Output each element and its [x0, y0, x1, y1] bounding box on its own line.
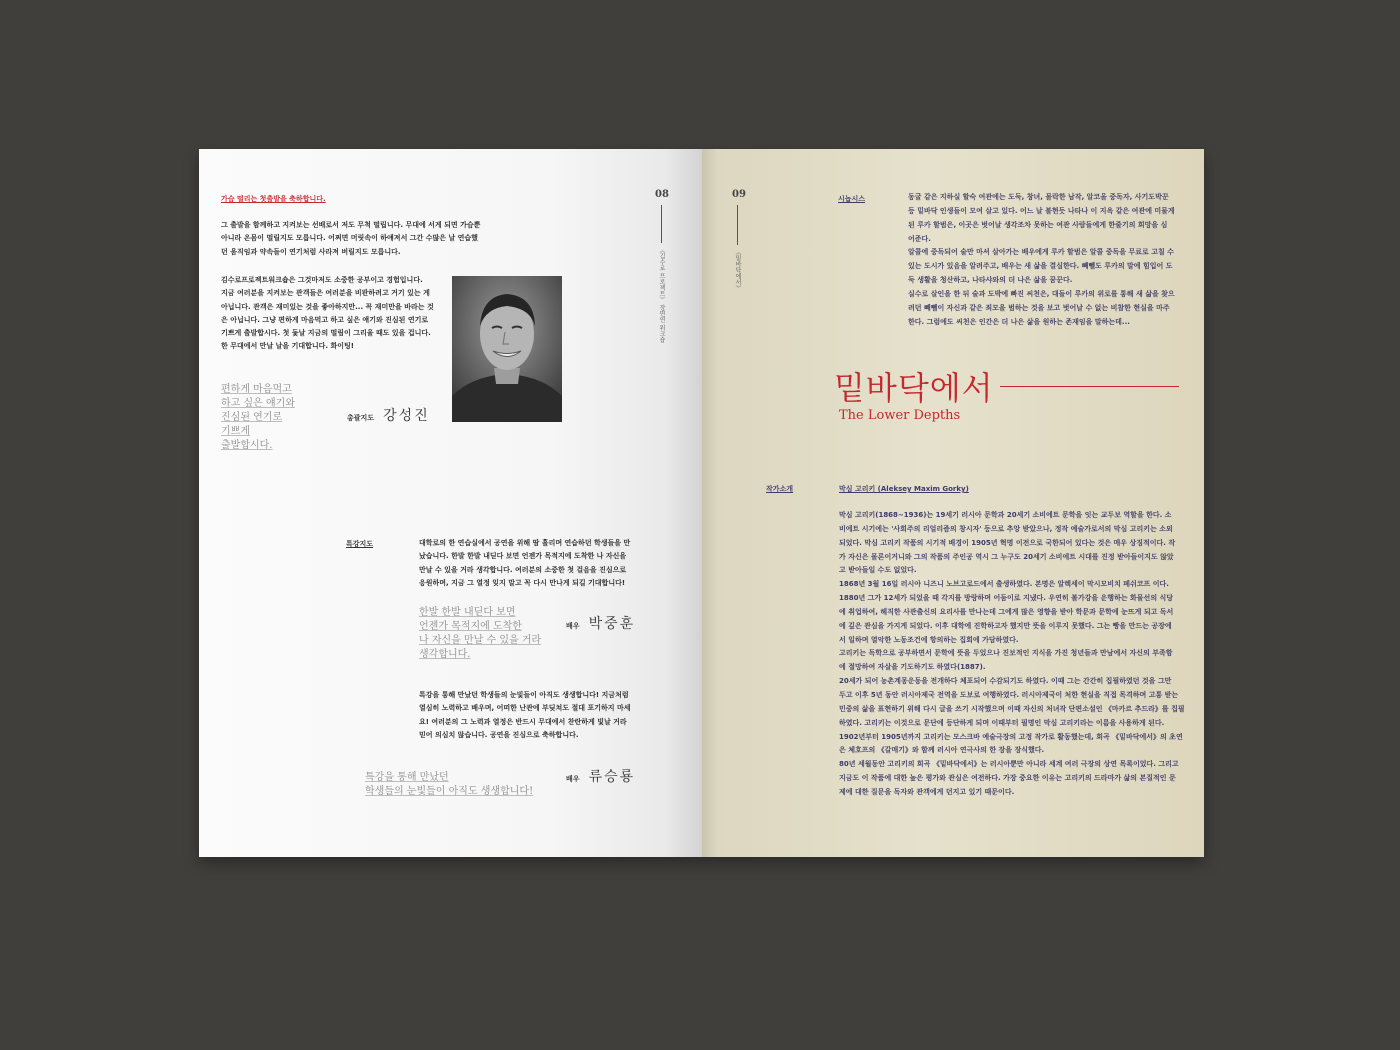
role-label: 총괄지도 [347, 414, 375, 422]
text-line: 막심 고리키(1868~1936)는 19세기 러시아 문학과 20세기 소비에트 문학을 잇는 교두보 역할을 한다. 소 [839, 511, 1172, 519]
text-line: 등 밑바닥 인생들이 모여 살고 있다. 어느 날 불현듯 나타나 이 지옥 같은 여관에 미물게 [908, 206, 1175, 215]
text-line: 김수로프로젝트워크숍은 그것마저도 소중한 공부이고 경험입니다. [221, 276, 423, 284]
right-page [702, 149, 1204, 857]
text-line: 지금도 이 작품에 대한 높은 평가와 관심은 여전하다. 가장 중요한 이유는 고리키의 드라마가 삶의 본질적인 문 [839, 774, 1176, 783]
author-biography [839, 509, 1195, 800]
text-line: 에 깊은 관심을 가지게 되었다. 이후 대학에 진학하고자 했지만 뜻을 이루지 못했다. 그는 빵을 만드는 공장에 [839, 621, 1172, 630]
text-line: 지금 여러분을 지켜보는 관객들은 여러분을 비판하려고 거기 있는 게 [221, 289, 430, 298]
left-page-number: 08 [655, 189, 669, 200]
special-lecture-paragraph [419, 537, 649, 590]
person-name: 류승룡 [588, 769, 636, 785]
quote-line: 생각합니다. [419, 649, 471, 660]
left-page [199, 149, 702, 857]
text-line: 났습니다. 한발 한발 내딛다 보면 언젠가 목적지에 도착한 나 자신을 [419, 552, 627, 561]
role-label: 배우 [566, 622, 580, 630]
right-page-number: 09 [732, 189, 746, 200]
quote-kang [221, 383, 295, 453]
text-line: 제에 대한 질문을 독자와 관객에게 던지고 있기 때문이다. [839, 787, 1015, 796]
third-paragraph [419, 689, 649, 742]
text-line: 고리키는 독학으로 공부하면서 문학에 뜻을 두었으나 진보적인 지식을 가진 청년들과 만남에서 자신의 부족함 [839, 649, 1173, 658]
quote-line: 나 자신을 만날 수 있을 거라 [419, 635, 542, 646]
author-intro-label: 작가소개 [766, 485, 794, 493]
text-line: 열심히 노력하고 배우며, 어떠한 난관에 부딪쳐도 절대 포기하지 마세 [419, 704, 631, 713]
play-title-english: The Lower Depths [839, 408, 961, 423]
intro-paragraph [221, 219, 521, 259]
text-line: 1902년부터 1905년까지 고리키는 모스크바 예술극장의 고정 작가로 활동했는데, 희곡 《밑바닥에서》의 초연 [839, 732, 1183, 741]
text-line: 고 받아들일 수도 없었다. [839, 566, 917, 575]
title-rule [1000, 386, 1179, 387]
text-line: 하였다. 고리키는 이것으로 문단에 등단하게 되며 이때부터 필명인 막심 고리키라는 이름을 사용하게 된다. [839, 718, 1165, 727]
signature-ryu [566, 766, 635, 786]
text-line: 특강을 통해 만났던 학생들의 눈빛들이 아직도 생생합니다! 지금처럼 [419, 691, 629, 699]
text-line: 요! 여러분의 그 노력과 열정은 반드시 무대에서 찬란하게 빛날 거라 [419, 717, 627, 726]
play-title-korean: 밑바닥에서 [834, 369, 994, 407]
synopsis-label: 시놉시스 [838, 195, 866, 203]
text-line: 실수로 살인을 한 뒤 술과 도박에 빠진 씨천은, 대들이 루카의 위로를 통해 새 삶을 찾으 [908, 289, 1175, 298]
synopsis-paragraph [908, 191, 1188, 329]
text-line: 두고 이후 5년 동안 러시아제국 전역을 도보로 여행하였다. 러시아제국이 처한 현실을 직접 목격하며 고통 받는 [839, 690, 1179, 699]
quote-line: 언젠가 목적지에 도착한 [419, 621, 522, 632]
person-name: 강성진 [383, 408, 430, 424]
portrait-illustration [452, 276, 562, 422]
quote-line: 하고 싶은 얘기와 [221, 398, 295, 409]
text-line: 에 절망하여 자살을 기도하기도 하였다(1887). [839, 663, 986, 672]
text-line: 20세가 되어 농촌계몽운동을 전개하다 체포되어 수감되기도 하였다. 이때 그는 간간히 집필하였던 것을 그만 [839, 677, 1172, 686]
text-line: 려던 빼뻴이 자신과 같은 죄모을 범하는 것을 보고 벗어날 수 없는 비참한 현실을 마주 [908, 303, 1170, 312]
signature-kang [347, 405, 430, 425]
text-line: 에 취업하여, 헤직한 사관출신의 요리사를 만나는데 그에게 많은 영향을 받아 학문과 문학에 눈뜨게 되고 독서 [839, 607, 1174, 616]
special-lecture-label: 특강지도 [346, 540, 374, 548]
text-line: 은 체호프의 《갈매기》와 함께 러시아 연극사의 한 장을 장식했다. [839, 746, 1045, 755]
text-line: 믿어 의심치 않습니다. 공연을 진심으로 축하합니다. [419, 730, 579, 739]
text-line: 서 일하며 열악한 노동조건에 항의하는 집회에 가담하였다. [839, 635, 1019, 644]
text-line: 되었다. 막심 고리키 작품의 시기적 배경이 1905년 혁명 이전으로 국한되어 있다는 것은 매우 상징적이다. 작 [839, 538, 1176, 547]
text-line: 응원하며, 지금 그 열정 잊지 말고 꼭 다시 만나게 되길 기대합니다! [419, 578, 626, 587]
quote-line: 편하게 마음먹고 [221, 384, 292, 395]
text-line: 은 아닙니다. 그냥 편하게 마음먹고 하고 싶은 얘기와 진심된 연기로 [221, 315, 429, 324]
person-name: 박중훈 [588, 616, 636, 632]
quote-park [419, 606, 541, 662]
quote-line: 특강을 통해 만났던 [365, 772, 449, 783]
text-line: 대학로의 한 연습실에서 공연을 위해 땀 흘리며 연습하던 학생들을 만 [419, 539, 631, 547]
portrait-photo [452, 276, 562, 422]
text-line: 알콜에 중독되어 술만 마셔 살아가는 배우에게 루카 할범은 알콜 중독을 무료로 고칠 수 [908, 248, 1174, 257]
text-line: 기쁘게 출발합시다. 첫 돛날 지금의 떨림이 그리울 때도 있을 겁니다. [221, 329, 431, 338]
quote-line: 기쁘게 [221, 426, 250, 437]
text-line: 80년 세월동안 고리키의 희곡 《밑바닥에서》는 러시아뿐만 아니라 세계 여러 극장의 상연 목록이었다. 그리고 [839, 760, 1179, 769]
text-line: 있는 도시가 있음을 알려주고, 배우는 새 삶을 결심한다. 빼뻴도 루카의 말에 힘입어 도 [908, 262, 1173, 271]
author-name: 막심 고리키 (Aleksey Maxim Gorky) [839, 485, 969, 493]
text-line: 된 루카 할범은, 이곳은 벗어날 생각조차 못하는 여관 사람들에게 한줄기의 희망을 심 [908, 220, 1168, 229]
text-line: 1868년 3월 16일 러시아 니즈니 노브고로드에서 출생하였다. 본명은 알렉세이 막시모비치 페쉬코프 이다. [839, 580, 1169, 589]
left-heading: 가슴 떨리는 첫출발을 축하합니다. [221, 195, 326, 203]
second-paragraph [221, 274, 446, 354]
quote-line: 출발합시다. [221, 440, 273, 451]
text-line: 그 출발을 함께하고 지켜보는 선배로서 저도 무척 떨립니다. 무대에 서게 되면 가슴뿐 [221, 221, 481, 229]
quote-ryu [365, 771, 533, 799]
text-line: 동굴 같은 지하실 할숙 여관에는 도둑, 창녀, 몰락한 남작, 알코올 중독자, 사기도박꾼 [908, 193, 1169, 201]
text-line: 아닙니다. 관객은 재미있는 것을 좋아하지만... 꼭 재미만을 바라는 것 [221, 302, 434, 311]
left-page-rule [661, 205, 662, 243]
text-line: 비에트 시기에는 '사회주의 리얼리즘의 창시자' 등으로 추앙 받았으나, 정작 예술가로서의 막심 고리키는 소외 [839, 524, 1173, 533]
text-line: 한 무대에서 만날 날을 기대합니다. 화이팅! [221, 342, 354, 351]
quote-line: 한발 한발 내딛다 보면 [419, 607, 516, 618]
text-line: 1880년 그가 12세가 되었을 때 각지를 방랑하며 어둠이로 지냈다. 우연히 볼가강을 운행하는 화물선의 식당 [839, 594, 1174, 603]
right-vertical-caption: 《밑바닥에서》 [734, 249, 741, 291]
signature-park [566, 613, 635, 633]
text-line: 가 자신은 몰론이거니와 그의 작품의 주인공 역시 그 누구도 20세기 소비에트 시대를 진정 받아들이지도 않았 [839, 552, 1174, 561]
quote-line: 진심된 연기로 [221, 412, 283, 423]
text-line: 만날 수 있을 거라 생각합니다. 여러분의 소중한 첫 걸음을 진심으로 [419, 565, 627, 574]
role-label: 배우 [566, 775, 580, 783]
text-line: 아니라 온몸이 떨릴지도 모릅니다. 어쩌면 머릿속이 하얘져서 그간 수많은 날 연습했 [221, 234, 478, 243]
text-line: 한다. 그럼에도 씨천은 인간은 더 나은 삶을 원하는 존재임을 말하는데... [908, 317, 1130, 326]
text-line: 어준다. [908, 234, 931, 243]
right-page-rule [737, 205, 738, 245]
open-booklet [199, 149, 1204, 857]
left-vertical-caption: 《김수로 프로젝트》 장면연 워크숍 [658, 247, 665, 343]
text-line: 던 움직임과 약속들이 연기처럼 사라져 버릴지도 모릅니다. [221, 247, 401, 256]
quote-line: 학생들의 눈빛들이 아직도 생생합니다! [365, 786, 534, 797]
text-line: 둑 생활을 청산하고, 나타샤와의 더 나은 삶을 꿈꾼다. [908, 276, 1073, 285]
text-line: 민중의 삶을 표현하기 위해 다시 글을 쓰기 시작했으며 이때 자신의 처녀작 단편소설인 《마카르 추드라》를 집필 [839, 704, 1185, 713]
